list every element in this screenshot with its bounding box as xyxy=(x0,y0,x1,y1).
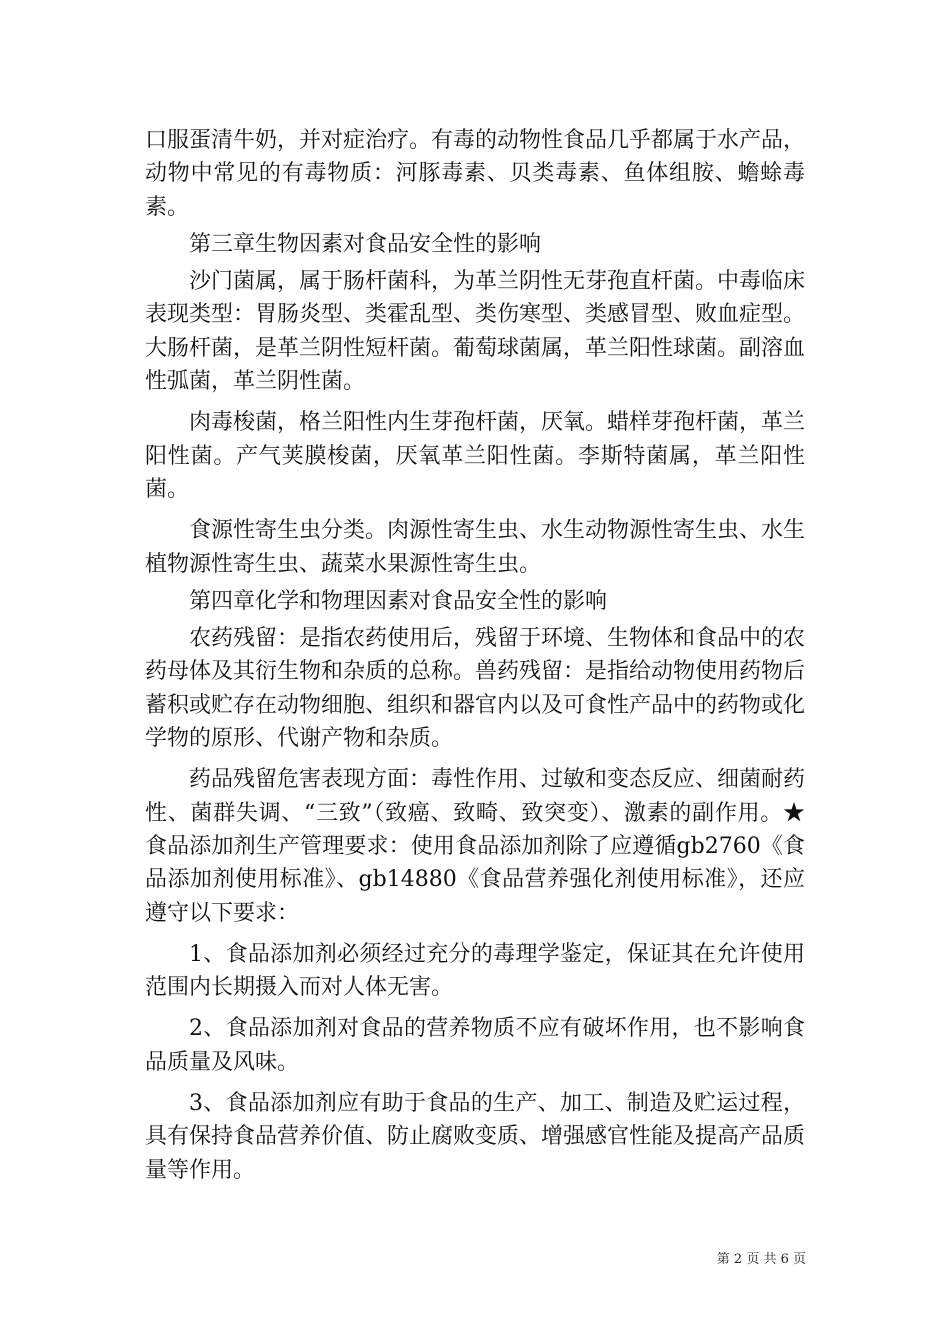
paragraph-salmonella: 沙门菌属，属于肠杆菌科，为革兰阴性无芽孢直杆菌。中毒临床表现类型：胃肠炎型、类霍乱型、类伤寒型、类感冒型、败血症型。大肠杆菌，是革兰阴性短杆菌。葡萄球菌属，革兰阳性球菌。副溶血性弧菌，革兰阴性菌。 xyxy=(145,269,806,395)
chapter-3-heading: 第三章生物因素对食品安全性的影响 xyxy=(189,231,542,257)
paragraph-pesticide-residue: 农药残留：是指农药使用后，残留于环境、生物体和食品中的农药母体及其衍生物和杂质的总称。兽药残留：是指给动物使用药物后蓄积或贮存在动物细胞、组织和器官内以及可食性产品中的药物或化学物的原形、代谢产物和杂质。 xyxy=(145,626,806,752)
list-item-2: 2、食品添加剂对食品的营养物质不应有破坏作用，也不影响食品质量及风味。 xyxy=(145,1016,805,1075)
list-item-3: 3、食品添加剂应有助于食品的生产、加工、制造及贮运过程，具有保持食品营养价值、防止腐败变质、增强感官性能及提高产品质量等作用。 xyxy=(145,1091,806,1183)
paragraph-parasites: 食源性寄生虫分类。肉源性寄生虫、水生动物源性寄生虫、水生植物源性寄生虫、蔬菜水果源性寄生虫。 xyxy=(145,518,806,577)
paragraph-continuation: 口服蛋清牛奶，并对症治疗。有毒的动物性食品几乎都属于水产品，动物中常见的有毒物质：河豚毒素、贝类毒素、鱼体组胺、蟾蜍毒素。 xyxy=(145,128,806,220)
paragraph-clostridium: 肉毒梭菌，格兰阳性内生芽孢杆菌，厌氧。蜡样芽孢杆菌，革兰阳性菌。产气荚膜梭菌，厌氧革兰阳性菌。李斯特菌属，革兰阳性菌。 xyxy=(145,410,806,502)
chapter-4-heading: 第四章化学和物理因素对食品安全性的影响 xyxy=(189,588,608,614)
list-item-1: 1、食品添加剂必须经过充分的毒理学鉴定，保证其在允许使用范围内长期摄入而对人体无害。 xyxy=(145,941,805,1001)
page-number-footer: 第 2 页 共 6 页 xyxy=(716,1252,806,1267)
body-text xyxy=(145,124,805,1187)
paragraph-drug-residue: 药品残留危害表现方面：毒性作用、过敏和变态反应、细菌耐药性、菌群失调、“三致”（致癌、致畸、致突变）、激素的副作用。★食品添加剂生产管理要求：使用食品添加剂除了应遵循gb2760《食品添加剂使用标准》、gb14880《食品营养强化剂使用标准》，还应遵守以下要求： xyxy=(145,767,806,926)
